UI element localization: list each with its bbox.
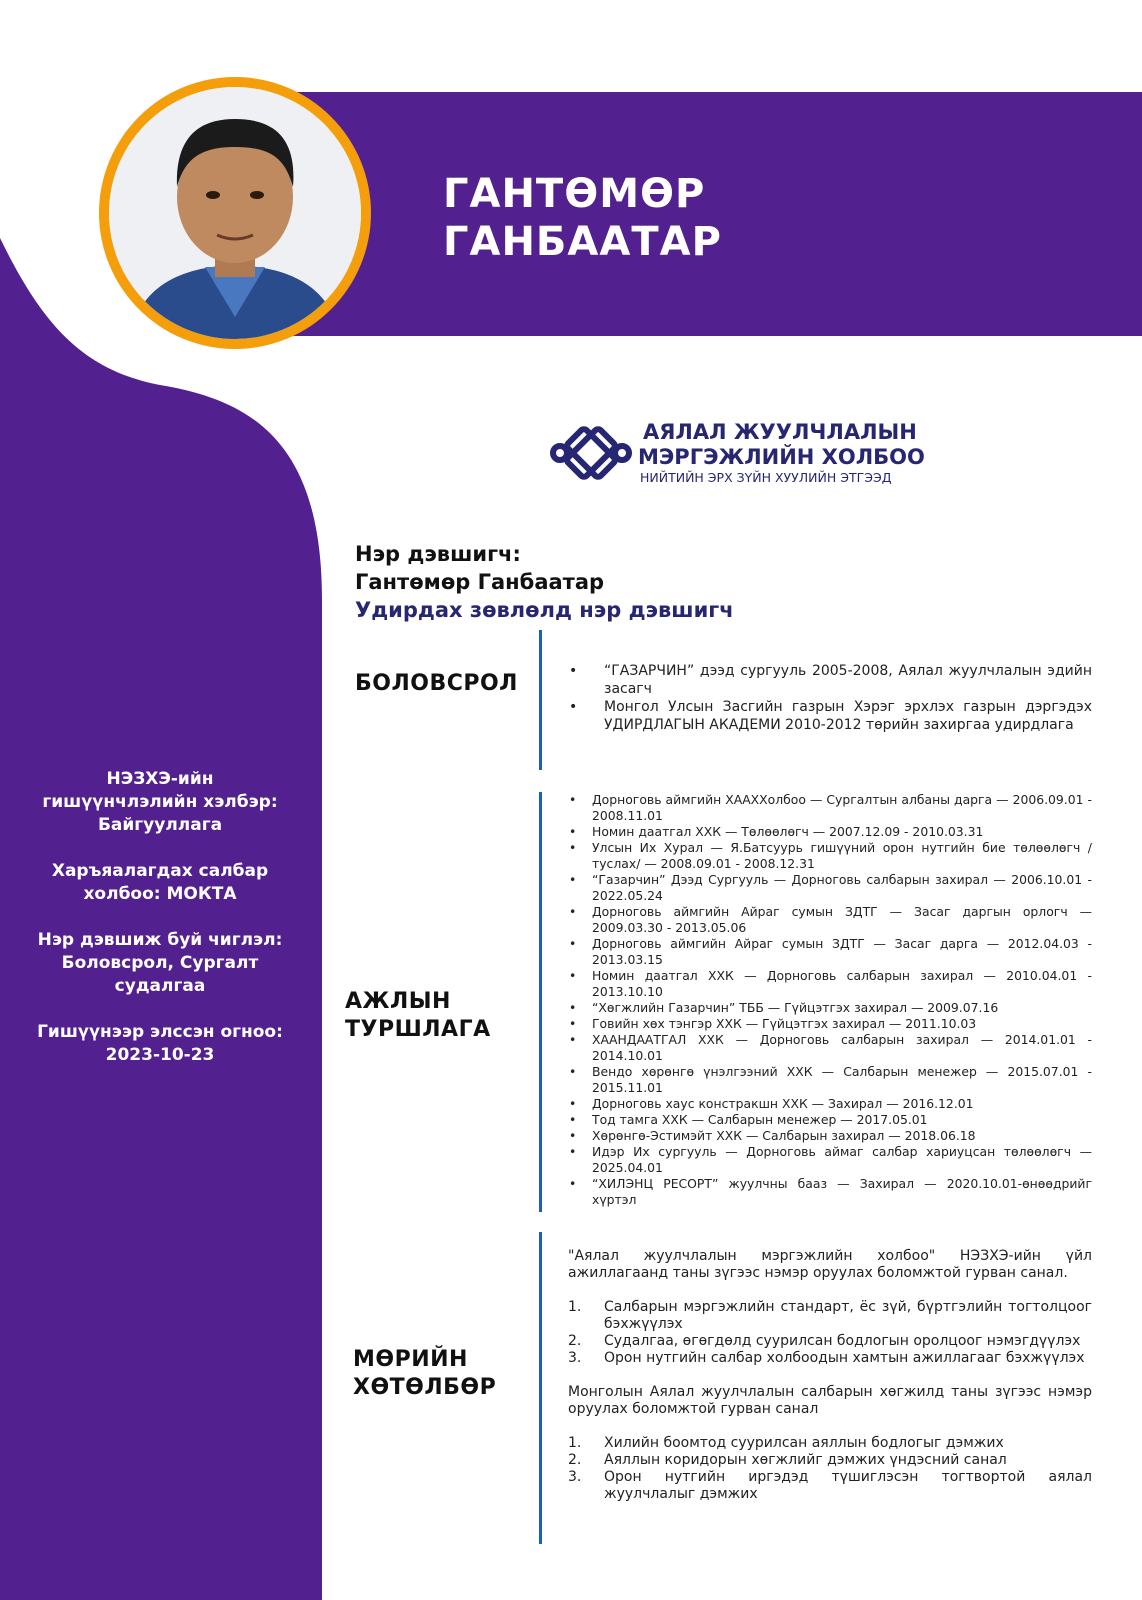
list-item: • Дорноговь аймгийн ХААХХолбоо — Сургалтын албаны дарга — 2006.09.01 - 2008.11.01 bbox=[568, 792, 1092, 824]
endless-knot-icon bbox=[550, 424, 632, 482]
list-item: • Вендо хөрөнгө үнэлгээний ХХК — Салбарын менежер — 2015.07.01 - 2015.11.01 bbox=[568, 1064, 1092, 1096]
education-title: БОЛОВСРОЛ bbox=[355, 671, 518, 696]
list-text: Хилийн боомтод суурилсан аяллын бодлогыг дэмжих bbox=[604, 1435, 1004, 1451]
list-item: • “ГАЗАРЧИН” дээд сургууль 2005-2008, Аялал жуулчлалын эдийн засагч bbox=[568, 662, 1092, 698]
list-number: 1. bbox=[568, 1299, 582, 1315]
list-item bbox=[568, 1469, 1092, 1503]
list-item: • “Хөгжлийн Газарчин” ТББ — Гүйцэтгэх захирал — 2009.07.16 bbox=[568, 1000, 1092, 1016]
candidate-label: Нэр дэвшигч: bbox=[355, 542, 521, 566]
work-experience-content bbox=[568, 792, 1092, 1208]
list-text: Судалгаа, өгөгдөлд суурилсан бодлогын оролцоог нэмэгдүүлэх bbox=[604, 1333, 1081, 1349]
organization-logo bbox=[550, 418, 925, 490]
list-item bbox=[568, 1350, 1092, 1367]
list-number: 3. bbox=[568, 1469, 582, 1485]
list-item: • Дорноговь хаус констракшн ХХК — Захирал — 2016.12.01 bbox=[568, 1096, 1092, 1112]
list-item: • Говийн хөх тэнгэр ХХК — Гүйцэтгэх захирал — 2011.10.03 bbox=[568, 1016, 1092, 1032]
candidate-photo bbox=[99, 77, 371, 349]
list-item: • Дорноговь аймгийн Айраг сумын ЗДТГ — Засаг даргын орлогч — 2009.03.30 - 2013.05.06 bbox=[568, 904, 1092, 936]
list-item: • Монгол Улсын Засгийн газрын Хэрэг эрхлэх газрын дэргэдэх УДИРДЛАГЫН АКАДЕМИ 2010-2012 төрийн захиргаа удирдлага bbox=[568, 698, 1092, 734]
logo-line-2: МЭРГЭЖЛИЙН ХОЛБОО bbox=[638, 445, 925, 469]
membership-form: НЭЗХЭ-ийн гишүүнчлэлийн хэлбэр: Байгууллага bbox=[42, 769, 278, 835]
list-item: • Номин даатгал ХХК — Төлөөлөгч — 2007.12.09 - 2010.03.31 bbox=[568, 824, 1092, 840]
person-portrait-icon bbox=[109, 87, 361, 339]
list-item: • Тод тамга ХХК — Салбарын менежер — 2017.05.01 bbox=[568, 1112, 1092, 1128]
logo-line-1: АЯЛАЛ ЖУУЛЧЛАЛЫН bbox=[643, 420, 917, 444]
avatar bbox=[109, 87, 361, 339]
list-text: Орон нутгийн иргэдэд түшиглэсэн тогтвортой аялал жуулчлалыг дэмжих bbox=[604, 1469, 1092, 1502]
list-item: • Номин даатгал ХХК — Дорноговь салбарын захирал — 2010.04.01 - 2013.10.10 bbox=[568, 968, 1092, 1000]
program-intro-2: Монголын Аялал жуулчлалын салбарын хөгжилд таны зүгээс нэмэр оруулах боломжтой гурван санал bbox=[568, 1384, 1092, 1417]
list-item: • ХААНДААТГАЛ ХХК — Дорноговь салбарын захирал — 2014.01.01 - 2014.10.01 bbox=[568, 1032, 1092, 1064]
list-item bbox=[568, 1333, 1092, 1350]
list-number: 1. bbox=[568, 1435, 582, 1451]
list-item: • Идэр Их сургууль — Дорноговь аймаг салбар хариуцсан төлөөлөгч — 2025.04.01 bbox=[568, 1144, 1092, 1176]
list-text: Салбарын мэргэжлийн стандарт, ёс зүй, бүртгэлийн тогтолцоог бэхжүүлэх bbox=[604, 1299, 1092, 1332]
program-title bbox=[353, 1346, 496, 1402]
sidebar-info bbox=[30, 768, 290, 1090]
section-divider bbox=[539, 792, 542, 1212]
list-item bbox=[568, 1299, 1092, 1333]
section-divider bbox=[539, 630, 542, 770]
list-item: • Улсын Их Хурал — Я.Батсуурь гишүүний орон нутгийн бие төлөөлөгч /туслах/ — 2008.09.01 - 2008.12.31 bbox=[568, 840, 1092, 872]
candidate-name-heading bbox=[443, 170, 722, 266]
list-text: Орон нутгийн салбар холбоодын хамтын ажиллагааг бэхжүүлэх bbox=[604, 1350, 1085, 1366]
list-item: • Дорноговь аймгийн Айраг сумын ЗДТГ — Засаг дарга — 2012.04.03 - 2013.03.15 bbox=[568, 936, 1092, 968]
list-item: • “ХИЛЭНЦ РЕСОРТ” жуулчны бааз — Захирал — 2020.10.01-өнөөдрийг хүртэл bbox=[568, 1176, 1092, 1208]
member-since: Гишүүнээр элссэн огноо: 2023-10-23 bbox=[37, 1022, 283, 1065]
list-item: • “Газарчин” Дээд Сургууль — Дорноговь салбарын захирал — 2006.10.01 - 2022.05.24 bbox=[568, 872, 1092, 904]
list-item bbox=[568, 1452, 1092, 1469]
list-text: Аяллын коридорын хөгжлийг дэмжих үндэсний санал bbox=[604, 1452, 1007, 1468]
program-content bbox=[568, 1248, 1092, 1503]
program-title-line-1: МӨРИЙН bbox=[353, 1347, 468, 1372]
name-first-line: ГАНТӨМӨР bbox=[443, 171, 706, 217]
program-list-1 bbox=[568, 1299, 1092, 1367]
nomination-direction: Нэр дэвшиж буй чиглэл: Боловсрол, Сургалт судалгаа bbox=[37, 930, 283, 996]
logo-line-3: НИЙТИЙН ЭРХ ЗҮЙН ХУУЛИЙН ЭТГЭЭД bbox=[640, 470, 892, 485]
program-intro-1: "Аялал жуулчлалын мэргэжлийн холбоо" НЭЗХЭ-ийн үйл ажиллагаанд таны зүгээс нэмэр оруулах боломжтой гурван санал. bbox=[568, 1248, 1092, 1281]
work-title-line-1: АЖЛЫН bbox=[345, 989, 451, 1014]
section-divider bbox=[539, 1232, 542, 1544]
education-list bbox=[568, 662, 1092, 734]
candidate-position: Удирдах зөвлөлд нэр дэвшигч bbox=[355, 598, 734, 622]
program-list-2 bbox=[568, 1435, 1092, 1503]
education-content bbox=[568, 662, 1092, 734]
list-item: • Хөрөнгө-Эстимэйт ХХК — Салбарын захирал — 2018.06.18 bbox=[568, 1128, 1092, 1144]
list-number: 3. bbox=[568, 1350, 582, 1366]
program-title-line-2: ХӨТӨЛБӨР bbox=[353, 1375, 497, 1400]
list-number: 2. bbox=[568, 1452, 582, 1468]
list-number: 2. bbox=[568, 1333, 582, 1349]
work-experience-title bbox=[345, 988, 491, 1044]
candidate-name: Гантөмөр Ганбаатар bbox=[355, 570, 605, 594]
affiliated-association: Харъяалагдах салбар холбоо: МОКТА bbox=[51, 861, 269, 904]
list-item bbox=[568, 1435, 1092, 1452]
work-title-line-2: ТУРШЛАГА bbox=[345, 1017, 491, 1042]
name-second-line: ГАНБААТАР bbox=[443, 219, 722, 265]
candidate-block bbox=[355, 540, 734, 624]
work-list bbox=[568, 792, 1092, 1208]
